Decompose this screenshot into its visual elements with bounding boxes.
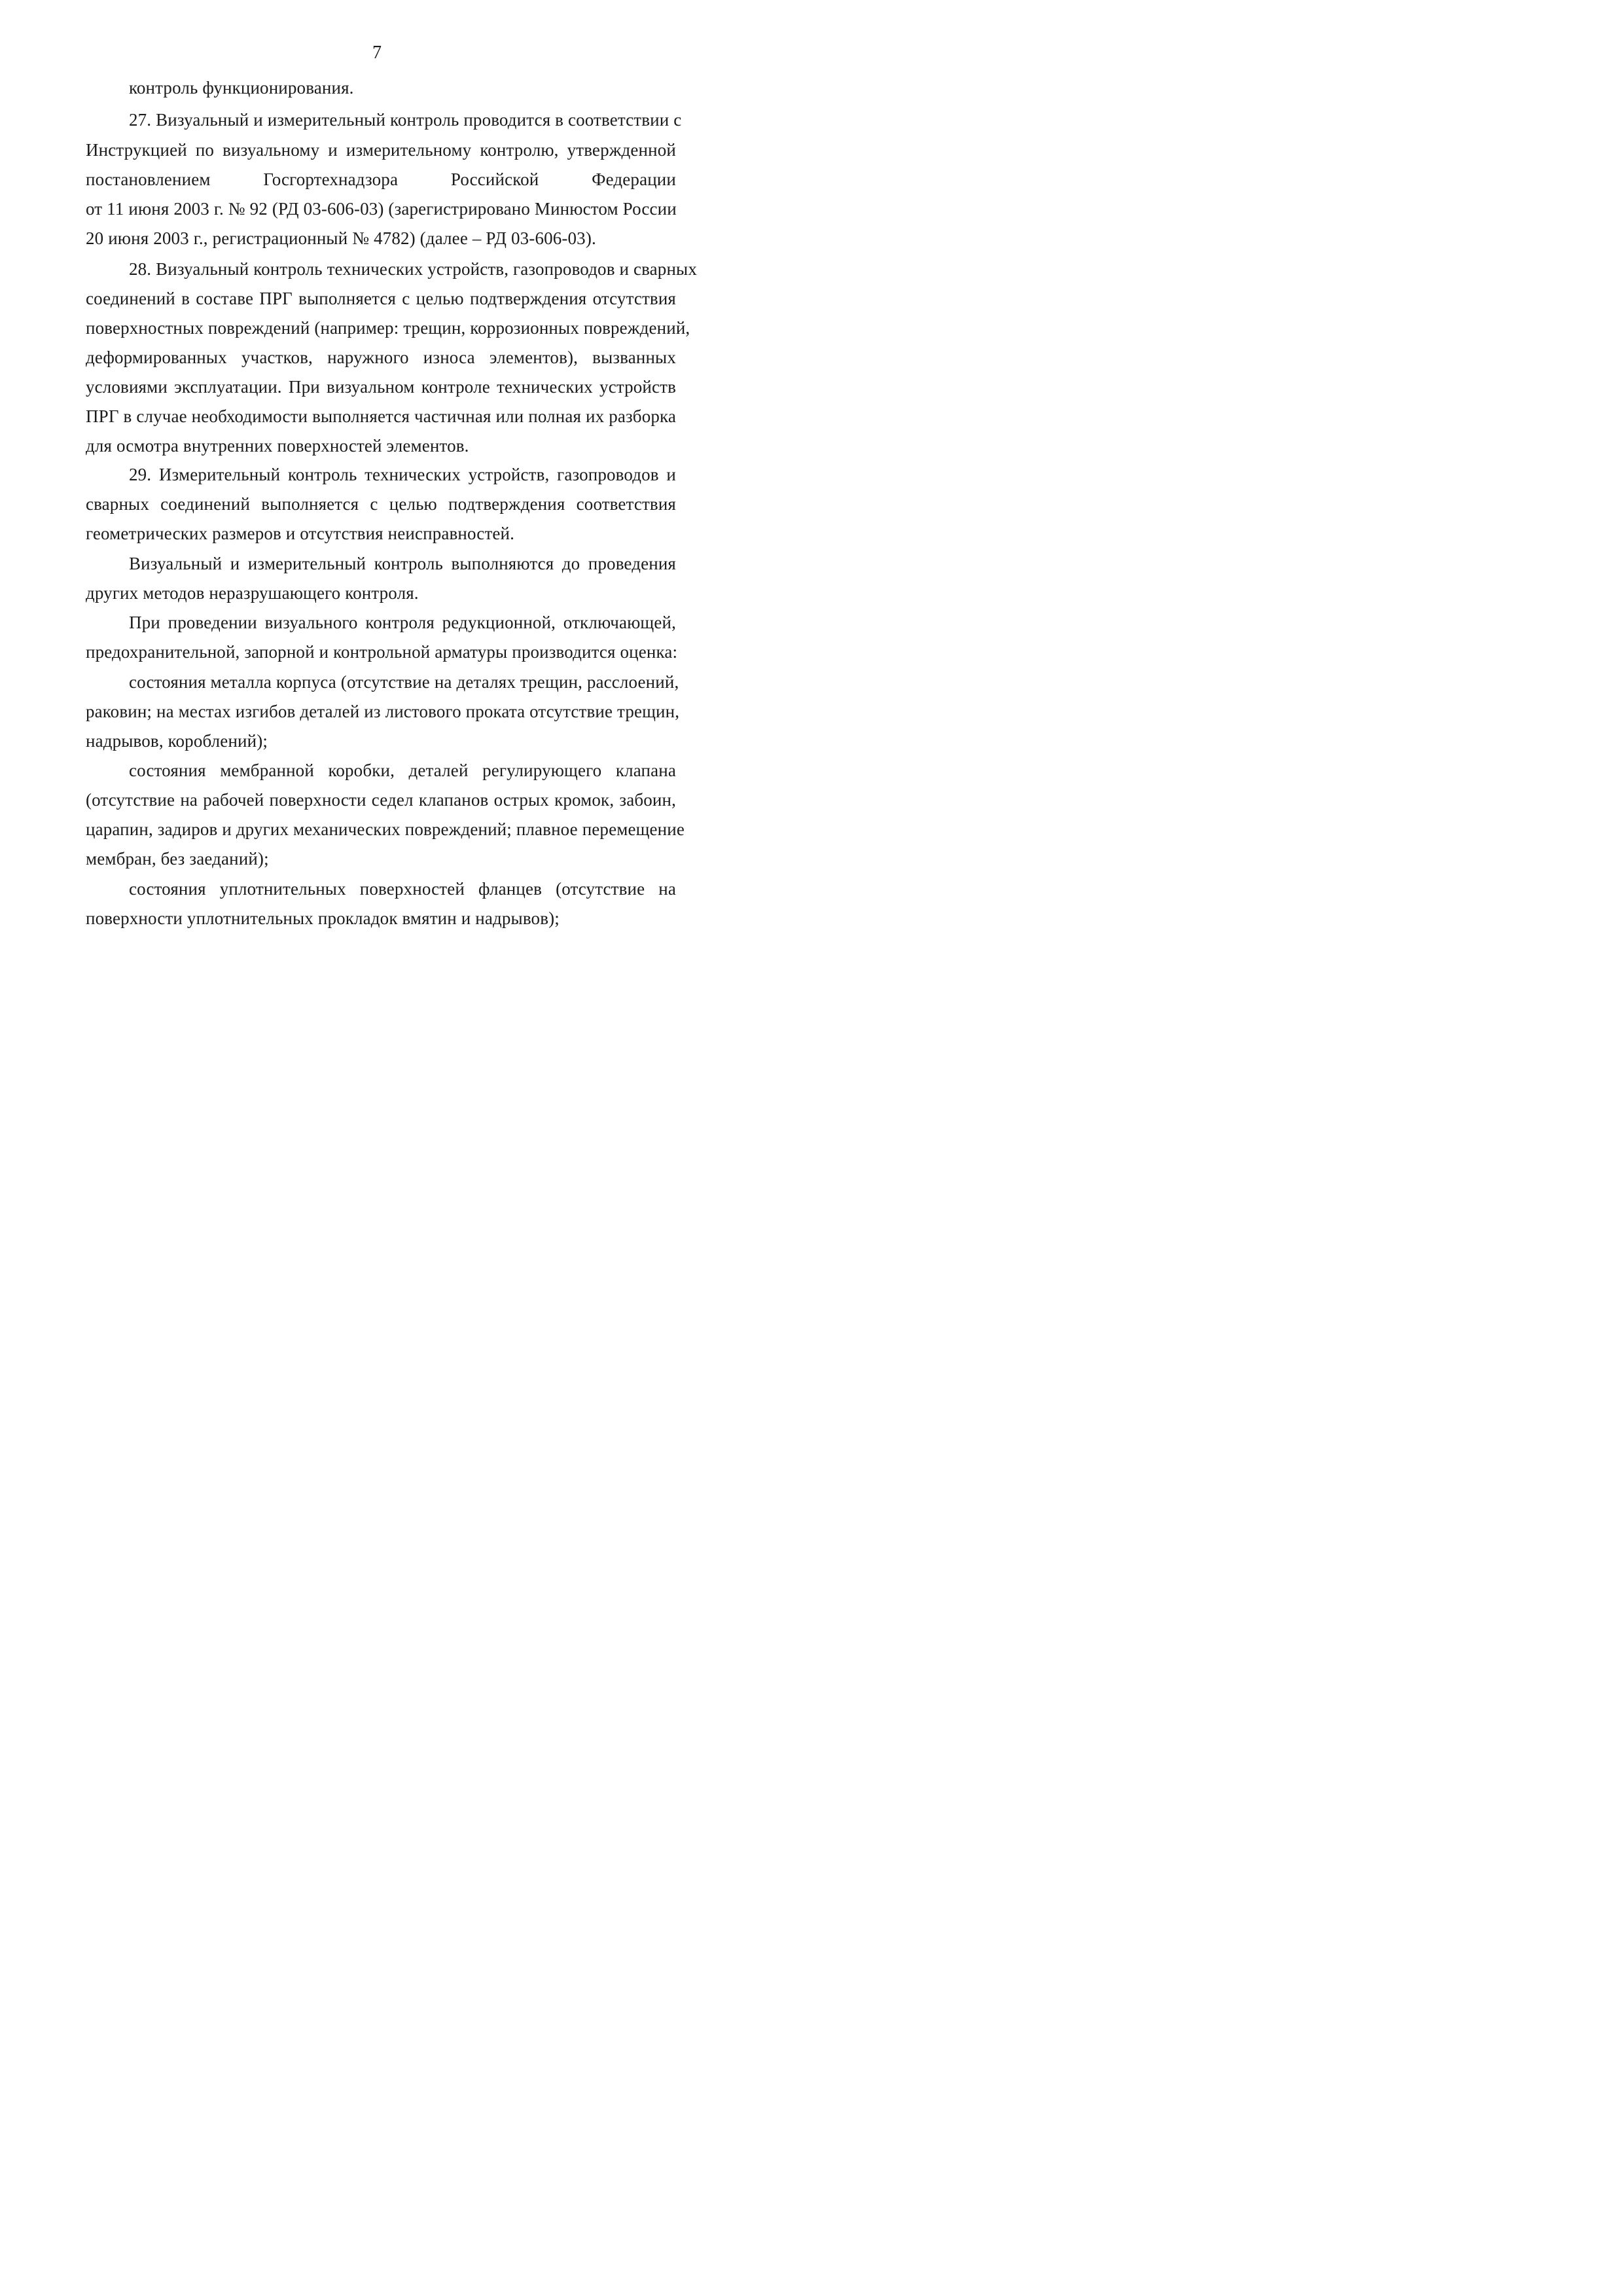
text-line: состояния мембранной коробки, деталей регулирующего клапана [129,761,676,780]
text-line: ПРГ в случае необходимости выполняется частичная или полная их разборка [86,406,676,426]
document-page [0,0,722,1022]
text-line: условиями эксплуатации. При визуальном контроле технических устройств [86,377,676,397]
text-line: Инструкцией по визуальному и измерительному контролю, утвержденной [86,140,676,160]
text-line: геометрических размеров и отсутствия неисправностей. [86,524,515,543]
text-line: раковин; на местах изгибов деталей из листового проката отсутствие трещин, [86,702,680,721]
text-line: При проведении визуального контроля редукционной, отключающей, [129,613,676,632]
text-line: 20 июня 2003 г., регистрационный № 4782) (далее – РД 03-606-03). [86,228,596,248]
text-line: надрывов, короблений); [86,731,268,751]
text-line: постановлением Госгортехнадзора Российской Федерации [86,170,676,189]
text-line: 28. Визуальный контроль технических устройств, газопроводов и сварных [129,259,697,279]
text-line: контроль функционирования. [129,78,354,98]
text-line: состояния металла корпуса (отсутствие на деталях трещин, расслоений, [129,672,679,692]
text-line: 29. Измерительный контроль технических устройств, газопроводов и [129,465,676,484]
text-line: других методов неразрушающего контроля. [86,583,419,603]
text-line: (отсутствие на рабочей поверхности седел клапанов острых кромок, забоин, [86,790,676,810]
text-line: от 11 июня 2003 г. № 92 (РД 03-606-03) (зарегистрировано Минюстом России [86,199,677,219]
page-number: 7 [372,43,382,63]
text-line: состояния уплотнительных поверхностей фланцев (отсутствие на [129,879,676,899]
text-line: 27. Визуальный и измерительный контроль проводится в соответствии с [129,110,682,130]
text-line: мембран, без заеданий); [86,849,269,869]
text-line: царапин, задиров и других механических повреждений; плавное перемещение [86,819,685,839]
text-line: поверхности уплотнительных прокладок вмятин и надрывов); [86,908,560,928]
text-line: для осмотра внутренних поверхностей элементов. [86,436,469,456]
text-line: соединений в составе ПРГ выполняется с целью подтверждения отсутствия [86,289,676,308]
text-line: сварных соединений выполняется с целью подтверждения соответствия [86,494,676,514]
text-line: предохранительной, запорной и контрольной арматуры производится оценка: [86,642,678,662]
text-line: поверхностных повреждений (например: трещин, коррозионных повреждений, [86,318,690,338]
text-line: Визуальный и измерительный контроль выполняются до проведения [129,554,676,573]
text-line: деформированных участков, наружного износа элементов), вызванных [86,348,676,367]
